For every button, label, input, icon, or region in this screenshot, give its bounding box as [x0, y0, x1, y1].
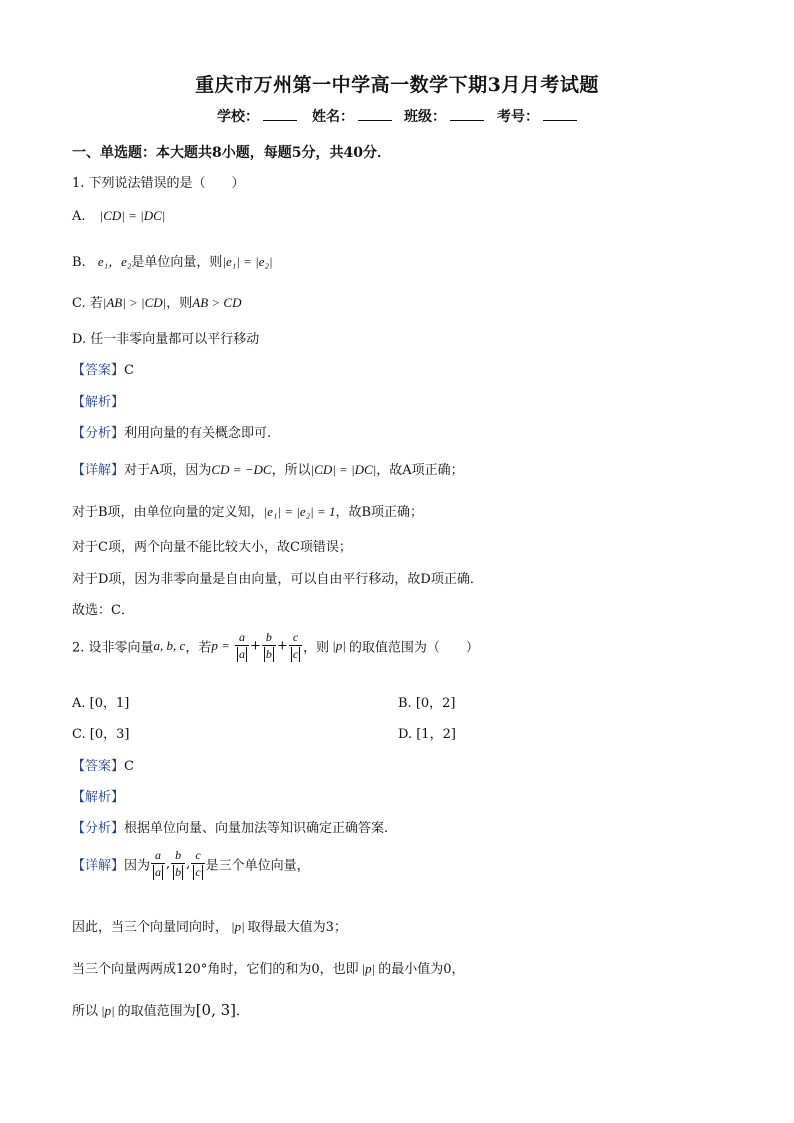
- q2-stem-p: p =: [211, 638, 230, 653]
- fenxi-tag: 【分析】: [72, 426, 125, 441]
- frac-a-den: a: [239, 647, 246, 661]
- q1-analysis-tag: 【解析】: [72, 395, 125, 410]
- q2-detail-1: [72, 848, 310, 880]
- q2-detail-2: [72, 916, 347, 935]
- name-blank: [358, 108, 392, 121]
- fenxi-text: 利用向量的有关概念即可.: [124, 426, 272, 441]
- q2-detail-4-text-b: 的取值范围为: [117, 1004, 196, 1019]
- q1-choose: 故选：C．: [72, 603, 134, 618]
- q1-option-b: [72, 251, 273, 270]
- frac-c: [191, 848, 204, 880]
- detail-tag: 【详解】: [72, 858, 125, 874]
- frac-b-num: b: [262, 630, 276, 646]
- q2-option-b: B. [0，2]: [398, 696, 456, 711]
- frac-b-num: b: [171, 848, 185, 864]
- q1-option-a-expr: |CD| = |DC|: [99, 208, 166, 223]
- q1-stem: 1. 下列说法错误的是（ ）: [72, 176, 245, 191]
- q1-detail-2: [72, 501, 423, 520]
- answer-tag: 【答案】: [72, 759, 125, 774]
- q1-option-c-text: ，则: [166, 296, 193, 311]
- page-title: 重庆市万州第一中学高一数学下期3月月考试题: [195, 74, 599, 96]
- answer-value: C: [124, 759, 134, 774]
- name-label: 姓名：: [312, 109, 354, 125]
- q1-detail-1-text-b: ，所以: [271, 463, 311, 478]
- q2-detail-1-text-a: 因为: [124, 858, 151, 874]
- abs-p: |p|: [101, 1003, 115, 1018]
- q1-detail-1-text-a: 对于A项，因为: [124, 463, 212, 478]
- q1-option-c-expr1: |AB| > |CD|: [102, 295, 167, 310]
- frac-a-num: a: [235, 630, 249, 646]
- abs-p: |p|: [231, 919, 245, 934]
- answer-tag: 【答案】: [72, 363, 125, 378]
- frac-b: [171, 848, 185, 880]
- school-field: [217, 106, 297, 126]
- frac-c-den: c: [292, 647, 299, 661]
- q2-fenxi: [72, 817, 388, 836]
- frac-b-den: b: [265, 647, 272, 661]
- frac-a-den: a: [155, 865, 162, 879]
- q2-detail-2-text-b: 取得最大值为3；: [247, 920, 347, 935]
- q2-detail-1-text-b: 是三个单位向量，: [205, 858, 310, 874]
- q1-detail-4: 对于D项，因为非零向量是自由向量，可以自由平行移动，故D项正确．: [72, 572, 483, 587]
- q1-option-b-vectors: e₁，e₂: [97, 254, 132, 269]
- q1-detail-3: 对于C项，两个向量不能比较大小，故C项错误；: [72, 540, 352, 555]
- q1-option-c-expr2: AB > CD: [192, 295, 242, 310]
- fenxi-text: 根据单位向量、向量加法等知识确定正确答案.: [124, 821, 389, 836]
- q2-stem-abs-p: |p|: [332, 638, 346, 653]
- q1-option-a-label: A.: [72, 209, 86, 224]
- q2-detail-4-text-c: ．: [236, 1004, 250, 1019]
- frac-a-num: a: [151, 848, 165, 864]
- q2-detail-3: [72, 958, 465, 977]
- q1-option-c-label: C. 若: [72, 296, 103, 311]
- q1-option-b-label: B.: [72, 255, 86, 270]
- q2-stem-text-c: ，则: [303, 640, 330, 656]
- class-label: 班级：: [404, 109, 446, 125]
- school-blank: [263, 108, 297, 121]
- frac-c-num: c: [191, 848, 204, 864]
- q1-detail-2-expr: |e₁| = |e₂| = 1: [263, 504, 336, 519]
- q1-detail-1-expr1: CD = −DC: [211, 462, 272, 477]
- frac-c-num: c: [289, 630, 302, 646]
- class-field: [404, 106, 484, 126]
- section-heading: 一、单选题：本大题共8小题，每题5分，共40分．: [72, 145, 391, 161]
- q2-stem-vectors: a, b, c: [153, 638, 186, 653]
- comma: ,: [186, 856, 191, 872]
- frac-b: [262, 630, 276, 662]
- abs-p: |p|: [361, 961, 376, 976]
- q2-detail-4-text-a: 所以: [72, 1004, 99, 1019]
- q1-option-c: [72, 292, 242, 311]
- q2-option-d: D. [1，2]: [398, 727, 456, 742]
- frac-a: [235, 630, 249, 662]
- q2-option-a: A. [0，1]: [72, 696, 130, 711]
- q1-option-b-text: 是单位向量，则: [131, 255, 223, 270]
- q2-analysis-tag: 【解析】: [72, 790, 125, 805]
- exam-no-field: [497, 106, 577, 126]
- plus-sign: +: [276, 638, 288, 654]
- frac-c-den: c: [195, 865, 201, 879]
- fenxi-tag: 【分析】: [72, 821, 125, 836]
- q1-detail-2-text-a: 对于B项，由单位向量的定义知，: [72, 505, 264, 520]
- school-label: 学校：: [217, 109, 259, 125]
- exam-no-label: 考号：: [497, 109, 539, 125]
- class-blank: [450, 108, 484, 121]
- q2-detail-2-text-a: 因此，当三个向量同向时，: [72, 920, 229, 935]
- frac-b-den: b: [175, 865, 182, 879]
- q1-detail-1: [72, 459, 464, 478]
- q2-detail-3-text-a: 当三个向量两两成120°角时，它们的和为0，也即: [72, 962, 359, 977]
- q1-detail-1-expr2: |CD| = |DC|: [310, 462, 377, 477]
- plus-sign: +: [250, 638, 261, 654]
- exam-no-blank: [543, 108, 577, 121]
- frac-c: [289, 630, 302, 662]
- name-field: [312, 106, 392, 126]
- q1-answer: [72, 359, 134, 378]
- q2-detail-4: [72, 1000, 249, 1019]
- q1-option-b-expr: |e₁| = |e₂|: [222, 254, 273, 269]
- frac-a: [151, 848, 165, 880]
- q2-answer: [72, 755, 134, 774]
- detail-tag: 【详解】: [72, 463, 125, 478]
- range-value: [0, 3]: [195, 1001, 237, 1019]
- q1-option-d: D. 任一非零向量都可以平行移动: [72, 332, 260, 347]
- comma: ,: [166, 856, 171, 872]
- q2-stem-text-d: 的取值范围为（ ）: [348, 640, 479, 656]
- q1-fenxi: [72, 422, 271, 441]
- q1-detail-1-text-c: ，故A项正确；: [376, 463, 464, 478]
- q2-stem: [72, 630, 479, 662]
- q1-option-a: [72, 208, 165, 224]
- q1-detail-2-text-b: ，故B项正确；: [335, 505, 424, 520]
- q2-stem-text-b: ，若: [185, 640, 212, 656]
- q2-stem-text-a: 2. 设非零向量: [72, 640, 154, 656]
- answer-value: C: [124, 363, 134, 378]
- q2-option-c: C. [0，3]: [72, 727, 130, 742]
- q2-detail-3-text-b: 的最小值为0，: [378, 962, 465, 977]
